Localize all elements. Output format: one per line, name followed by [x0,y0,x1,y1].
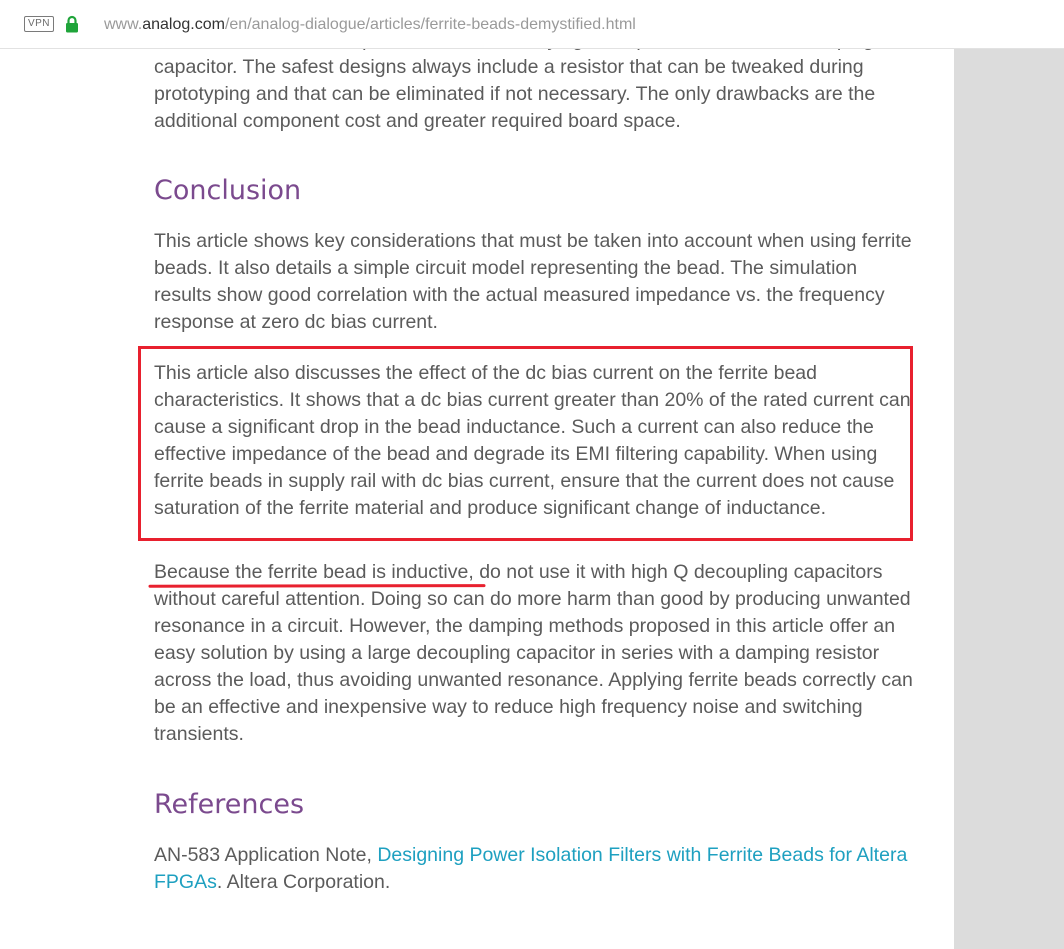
reference-prefix: AN-583 Application Note, [154,844,378,866]
url-prefix: www. [104,16,143,33]
page-viewport [0,49,1064,949]
red-underline-mark [149,583,485,589]
conclusion-heading: Conclusion [154,175,302,206]
paragraph-3-rest: do not use it with high Q decoupling capacitors without careful attention. Doing so can do more harm than good by producing unwanted resonance in a circuit. However, the damping methods proposed in this article offer an easy solution by using a large decoupling capacitor in series with a damping resistor across the load, thus avoiding unwanted resonance. Applying ferrite beads correctly can be an effective and inexpensive way to reduce high frequency noise and switching transients. [154,561,913,745]
conclusion-paragraph-3 [154,559,914,748]
intro-paragraph: capacitor. The safest designs always include a resistor that can be tweaked during prototyping and that can be eliminated if not necessary. The only drawbacks are the additional component cost and greater required board space. [154,56,876,132]
reference-item [154,842,914,896]
reference-link[interactable]: Designing Power Isolation Filters with Ferrite Beads for Altera FPGAs [154,844,908,893]
right-sidebar-gutter [954,49,1064,949]
url-text[interactable] [104,14,636,36]
vpn-badge[interactable]: VPN [24,16,54,32]
conclusion-paragraph-2: This article also discusses the effect of the dc bias current on the ferrite bead characteristics. It shows that a dc bias current greater than 20% of the rated current can cause a significant drop in the bead inductance. Such a current can also reduce the effective impedance of the bead and degrade its EMI filtering capability. When using ferrite beads in supply rail with dc bias current, ensure that the current does not cause saturation of the ferrite material and produce significant change of inductance. [154,362,911,519]
references-heading: References [154,789,305,820]
underlined-phrase: Because the ferrite bead is inductive, [154,561,474,583]
conclusion-paragraph-1: This article shows key considerations that must be taken into account when using ferrite beads. It also details a simple circuit model representing the bead. The simulation results show good correlation with the actual measured impedance vs. the frequency response at zero dc bias current. [154,230,912,333]
lock-icon[interactable] [65,15,79,33]
url-path: /en/analog-dialogue/articles/ferrite-beads-demystified.html [224,16,636,33]
browser-address-bar [0,0,1064,49]
highlighted-section [154,360,914,522]
article-body [154,27,914,896]
reference-suffix: . Altera Corporation. [216,871,391,893]
url-host: analog.com [142,16,225,33]
